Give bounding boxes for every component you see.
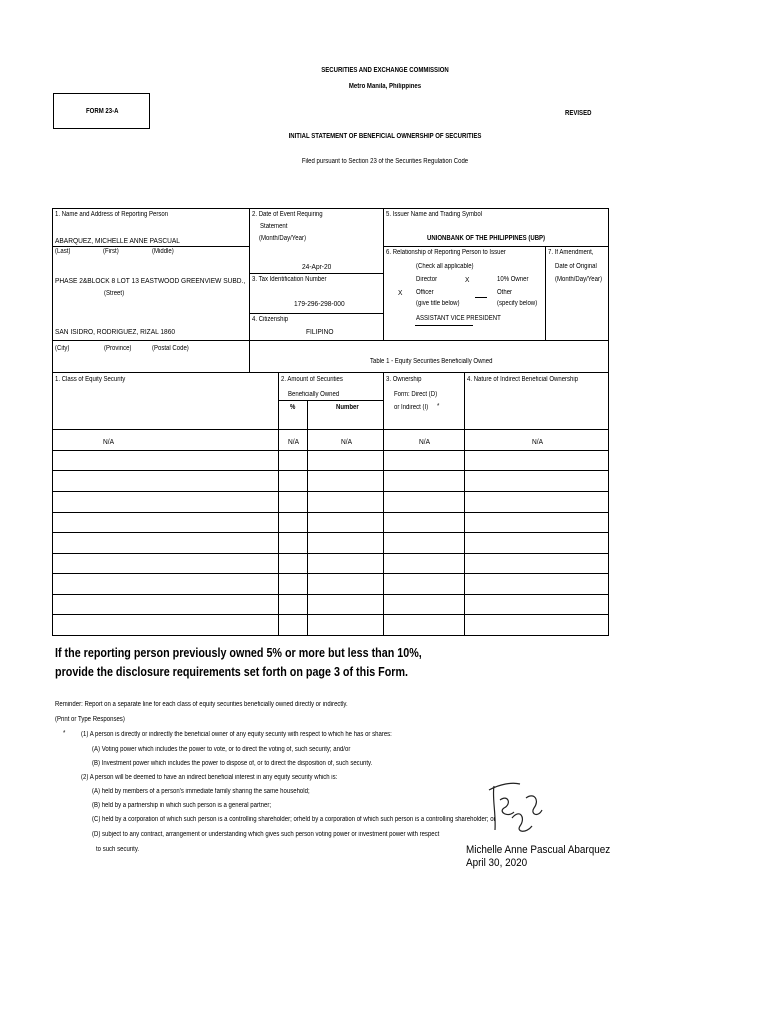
table-col-divider-4 [464,372,465,635]
reporting-person-name: ABARQUEZ, MICHELLE ANNE PASCUAL [55,236,180,245]
officer-title-underline [415,325,473,326]
form-subtitle: Filed pursuant to Section 23 of the Securities Regulation Code [301,158,469,165]
director-checkmark: X [465,275,470,284]
col-amount-header: 2. Amount of Securities [281,376,343,383]
table-row-line [52,594,609,595]
box5-label: 5. Issuer Name and Trading Symbol [386,211,483,218]
table-row-line [52,573,609,574]
grid-line-box3 [249,273,383,274]
grid-line-city [52,340,250,341]
signature-date: April 30, 2020 [466,857,528,869]
table-col-divider-1 [278,372,279,635]
footnote-1: (1) A person is directly or indirectly the beneficial owner of any equity security with respect to which he has or shares: [81,731,392,738]
table-row-line [52,491,609,492]
footnote-2c: (C) held by a corporation of which such person is a controlling shareholder; orheld by a corporation of which such person is a controlling shareholder; or [92,816,496,823]
reminder-line: Reminder: Report on a separate line for each class of equity securities beneficially owned directly or indirectly. [55,701,348,708]
box3-label: 3. Tax Identification Number [252,276,327,283]
grid-line-box4 [249,313,383,314]
officer-title: ASSISTANT VICE PRESIDENT [416,315,501,322]
box7-label-2: Date of Original [555,263,597,270]
street-value: PHASE 2&BLOCK 8 LOT 13 EASTWOOD GREENVIEW SUBD., [55,276,246,285]
agency-name: SECURITIES AND EXCHANGE COMMISSION [321,67,449,74]
grid-line-box6 [383,246,609,247]
col-number-header: Number [336,404,359,411]
grid-divider-box1 [249,208,250,372]
footnote-1b: (B) Investment power which includes the power to dispose of, or to direct the disposition of, such security. [92,760,373,767]
other-label: Other [497,289,513,296]
table-cell-ownership: N/A [419,437,431,446]
officer-label: Officer [416,289,434,296]
table-row-line [52,450,609,451]
table-cell-nature: N/A [532,437,544,446]
check-all-label: (Check all applicable) [416,263,474,270]
footnote-star: * [63,730,66,737]
grid-top-line [52,208,609,209]
footnote-2: (2) A person will be deemed to have an indirect beneficial interest in any equity security which is: [81,774,338,781]
middle-label: (Middle) [152,248,174,255]
province-label: (Province) [104,345,132,352]
citizenship: FILIPINO [306,327,334,336]
box2-label-3: (Month/Day/Year) [259,235,306,242]
table-row-line [52,429,609,430]
handwritten-signature [486,778,546,844]
other-checkbox-line [475,297,487,298]
box2-label: 2. Date of Event Requiring [252,211,323,218]
box6-label: 6. Relationship of Reporting Person to Issuer [386,249,506,256]
footnote-1a: (A) Voting power which includes the power to vote, or to direct the voting of, such security; and/or [92,746,351,753]
city-value: SAN ISIDRO, RODRIGUEZ, RIZAL 1860 [55,327,176,336]
col-nature-header: 4. Nature of Indirect Beneficial Ownership [467,376,579,383]
footnote-2d: (D) subject to any contract, arrangement or understanding which gives such person voting power or investment power with respect [92,831,440,838]
notice-line-2: provide the disclosure requirements set forth on page 3 of this Form. [55,665,409,679]
name-underline [52,246,250,247]
signatory-name: Michelle Anne Pascual Abarquez [466,844,611,856]
table-row-line [52,532,609,533]
table-row-line [52,614,609,615]
grid-line-table-title [249,340,609,341]
col-ownership-header-3: or Indirect (I) [394,404,429,411]
table-col-divider-3 [383,372,384,635]
table-cell-number: N/A [341,437,353,446]
col-ownership-header: 3. Ownership [386,376,422,383]
table-row-line [52,553,609,554]
director-label: Director [416,276,438,283]
street-label: (Street) [104,290,125,297]
postal-label: (Postal Code) [152,345,189,352]
footnote-2b: (B) held by a partnership in which such person is a general partner; [92,802,272,809]
event-date: 24-Apr-20 [302,262,332,271]
table-cell-class: N/A [103,437,115,446]
table-row-line [52,512,609,513]
revised-label: REVISED [565,110,592,117]
last-label: (Last) [55,248,71,255]
table-subheader-line [278,400,384,401]
box1-label: 1. Name and Address of Reporting Person [55,211,169,218]
notice-line-1: If the reporting person previously owned 5% or more but less than 10%, [55,646,422,660]
issuer-name: UNIONBANK OF THE PHILIPPINES (UBP) [427,235,546,242]
owner-label: 10% Owner [497,276,529,283]
col-class-header: 1. Class of Equity Security [55,376,126,383]
col-ownership-star: * [437,403,440,410]
footnote-2a: (A) held by members of a person's immediate family sharing the same household; [92,788,310,795]
col-amount-header-2: Beneficially Owned [288,391,340,398]
table-cell-percent: N/A [288,437,300,446]
grid-divider-box2 [383,208,384,340]
grid-right-border [608,208,609,635]
tax-id: 179-296-298-000 [294,299,345,308]
print-type-note: (Print or Type Responses) [55,716,125,723]
box4-label: 4. Citizenship [252,316,289,323]
box7-label: 7. If Amendment, [548,249,594,256]
table1-title: Table 1 - Equity Securities Beneficially Owned [370,358,493,365]
grid-left-border [52,208,53,635]
table-bottom-line [52,635,609,636]
agency-location: Metro Manila, Philippines [348,83,422,90]
col-ownership-header-2: Form: Direct (D) [394,391,438,398]
grid-divider-box7 [545,246,546,340]
form-number: FORM 23-A [86,108,119,115]
box7-label-3: (Month/Day/Year) [555,276,602,283]
col-percent-header: % [290,404,296,411]
grid-line-table-header [52,372,609,373]
officer-sublabel: (give title below) [416,300,460,307]
officer-checkmark: X [398,288,403,297]
city-label: (City) [55,345,70,352]
box2-label-2: Statement [260,223,288,230]
table-row-line [52,470,609,471]
table-col-divider-2 [307,400,308,635]
footnote-2d-cont: to such security. [96,846,140,853]
first-label: (First) [103,248,119,255]
other-sublabel: (specify below) [497,300,538,307]
form-title: INITIAL STATEMENT OF BENEFICIAL OWNERSHIP OF SECURITIES [288,133,482,140]
